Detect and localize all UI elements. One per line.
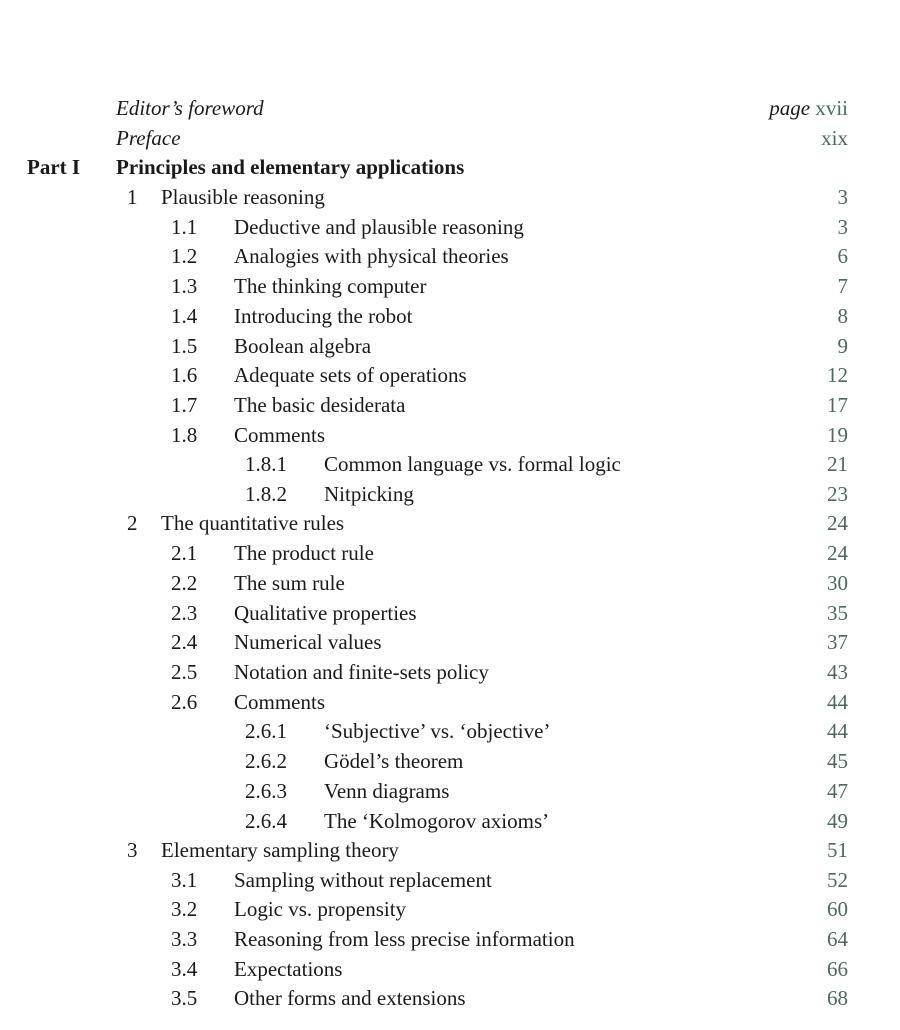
- toc-page-number: 47: [827, 779, 848, 803]
- toc-page-number: 60: [827, 897, 848, 921]
- toc-page-number: 64: [827, 927, 848, 951]
- subsection-number: 1.8.2: [245, 482, 287, 506]
- toc-page-number: 43: [827, 660, 848, 684]
- toc-section[interactable]: [0, 538, 900, 568]
- toc-section[interactable]: [0, 983, 900, 1013]
- toc-page-number: 44: [827, 690, 848, 714]
- toc-entry-title: Preface: [116, 126, 181, 150]
- subsection-title: Venn diagrams: [324, 779, 450, 803]
- toc-section[interactable]: [0, 301, 900, 331]
- toc-page-number: 24: [827, 511, 848, 535]
- toc-page-number: 44: [827, 719, 848, 743]
- toc-subsection[interactable]: [0, 776, 900, 806]
- part-title: Principles and elementary applications: [116, 155, 465, 179]
- toc-section[interactable]: [0, 331, 900, 361]
- subsection-title: Gödel’s theorem: [324, 749, 464, 773]
- toc-subsection[interactable]: [0, 806, 900, 836]
- toc-page-number: 35: [827, 601, 848, 625]
- toc-page-number: 51: [827, 838, 848, 862]
- section-number: 3.3: [171, 927, 198, 951]
- toc-page-number: 37: [827, 630, 848, 654]
- section-number: 2.4: [171, 630, 198, 654]
- toc-section[interactable]: [0, 865, 900, 895]
- chapter-title: Elementary sampling theory: [161, 838, 399, 862]
- toc-section[interactable]: [0, 271, 900, 301]
- subsection-number: 2.6.3: [245, 779, 287, 803]
- toc-page-number: 24: [827, 541, 848, 565]
- toc-page-number: 9: [837, 334, 848, 358]
- toc-page-number: 30: [827, 571, 848, 595]
- section-title: Notation and finite-sets policy: [234, 660, 489, 684]
- section-number: 2.2: [171, 571, 198, 595]
- subsection-title: The ‘Kolmogorov axioms’: [324, 809, 550, 833]
- section-number: 3.1: [171, 868, 198, 892]
- section-title: Deductive and plausible reasoning: [234, 215, 524, 239]
- toc-section[interactable]: [0, 212, 900, 242]
- toc-page-number: 23: [827, 482, 848, 506]
- toc-page-number: xix: [821, 126, 848, 150]
- toc-page-number: 7: [837, 274, 848, 298]
- toc-page-number: 6: [837, 244, 848, 268]
- toc-page-number: [769, 93, 848, 123]
- chapter-number: 2: [127, 511, 138, 535]
- chapter-title: The quantitative rules: [161, 511, 345, 535]
- toc-chapter[interactable]: [0, 508, 900, 538]
- section-title: Qualitative properties: [234, 601, 417, 625]
- section-title: Other forms and extensions: [234, 986, 466, 1010]
- subsection-number: 1.8.1: [245, 452, 287, 476]
- toc-page-number: 3: [837, 185, 848, 209]
- section-number: 1.5: [171, 334, 198, 358]
- chapter-number: 1: [127, 185, 138, 209]
- section-title: Expectations: [234, 957, 343, 981]
- section-number: 1.2: [171, 244, 198, 268]
- subsection-title: Nitpicking: [324, 482, 414, 506]
- section-number: 3.5: [171, 986, 198, 1010]
- section-title: The sum rule: [234, 571, 345, 595]
- subsection-title: ‘Subjective’ vs. ‘objective’: [324, 719, 551, 743]
- toc-page-number: 66: [827, 957, 848, 981]
- section-number: 1.8: [171, 423, 198, 447]
- section-title: Sampling without replacement: [234, 868, 492, 892]
- section-number: 2.3: [171, 601, 198, 625]
- section-title: Logic vs. propensity: [234, 897, 407, 921]
- section-number: 1.1: [171, 215, 198, 239]
- toc-page-number: 21: [827, 452, 848, 476]
- toc-section[interactable]: [0, 241, 900, 271]
- toc-page-number: 3: [837, 215, 848, 239]
- toc-section[interactable]: [0, 954, 900, 984]
- section-number: 1.3: [171, 274, 198, 298]
- section-number: 2.1: [171, 541, 198, 565]
- part-number: Part I: [27, 155, 81, 179]
- subsection-number: 2.6.2: [245, 749, 287, 773]
- section-number: 1.7: [171, 393, 198, 417]
- toc-section[interactable]: [0, 360, 900, 390]
- section-number: 2.5: [171, 660, 198, 684]
- section-title: Numerical values: [234, 630, 382, 654]
- section-title: The product rule: [234, 541, 374, 565]
- section-number: 1.6: [171, 363, 198, 387]
- subsection-number: 2.6.4: [245, 809, 287, 833]
- toc-section[interactable]: [0, 598, 900, 628]
- section-title: Analogies with physical theories: [234, 244, 509, 268]
- section-title: The thinking computer: [234, 274, 427, 298]
- section-number: 3.2: [171, 897, 198, 921]
- toc-section[interactable]: [0, 687, 900, 717]
- subsection-number: 2.6.1: [245, 719, 287, 743]
- toc-page-number: 68: [827, 986, 848, 1010]
- section-title: Introducing the robot: [234, 304, 413, 328]
- chapter-number: 3: [127, 838, 138, 862]
- toc-section[interactable]: [0, 420, 900, 450]
- section-title: Comments: [234, 690, 326, 714]
- toc-subsection[interactable]: [0, 716, 900, 746]
- toc-section[interactable]: [0, 894, 900, 924]
- toc-page-number: 17: [827, 393, 848, 417]
- section-number: 1.4: [171, 304, 198, 328]
- section-title: Reasoning from less precise information: [234, 927, 575, 951]
- toc-section[interactable]: [0, 627, 900, 657]
- toc-section[interactable]: [0, 568, 900, 598]
- toc-page-number: 49: [827, 809, 848, 833]
- section-title: Comments: [234, 423, 326, 447]
- toc-subsection[interactable]: [0, 746, 900, 776]
- subsection-title: Common language vs. formal logic: [324, 452, 621, 476]
- toc-chapter[interactable]: [0, 835, 900, 865]
- toc-subsection[interactable]: [0, 449, 900, 479]
- toc-section[interactable]: [0, 924, 900, 954]
- toc-part-heading[interactable]: [0, 152, 900, 182]
- section-number: 2.6: [171, 690, 198, 714]
- toc-entry-preface[interactable]: [0, 123, 900, 153]
- section-title: Adequate sets of operations: [234, 363, 467, 387]
- section-number: 3.4: [171, 957, 198, 981]
- page-label: page: [769, 96, 811, 120]
- section-title: Boolean algebra: [234, 334, 372, 358]
- toc-entry-editors-foreword[interactable]: [0, 93, 900, 123]
- toc-page-number: 45: [827, 749, 848, 773]
- toc-page-number: 19: [827, 423, 848, 447]
- section-title: The basic desiderata: [234, 393, 406, 417]
- toc-section[interactable]: [0, 657, 900, 687]
- toc-section[interactable]: [0, 390, 900, 420]
- toc-page-number: 52: [827, 868, 848, 892]
- toc-page-number: 8: [837, 304, 848, 328]
- toc-subsection[interactable]: [0, 479, 900, 509]
- page-value: xvii: [815, 96, 848, 120]
- chapter-title: Plausible reasoning: [161, 185, 325, 209]
- toc-entry-title: Editor’s foreword: [116, 96, 264, 120]
- toc-page-number: 12: [827, 363, 848, 387]
- toc-chapter[interactable]: [0, 182, 900, 212]
